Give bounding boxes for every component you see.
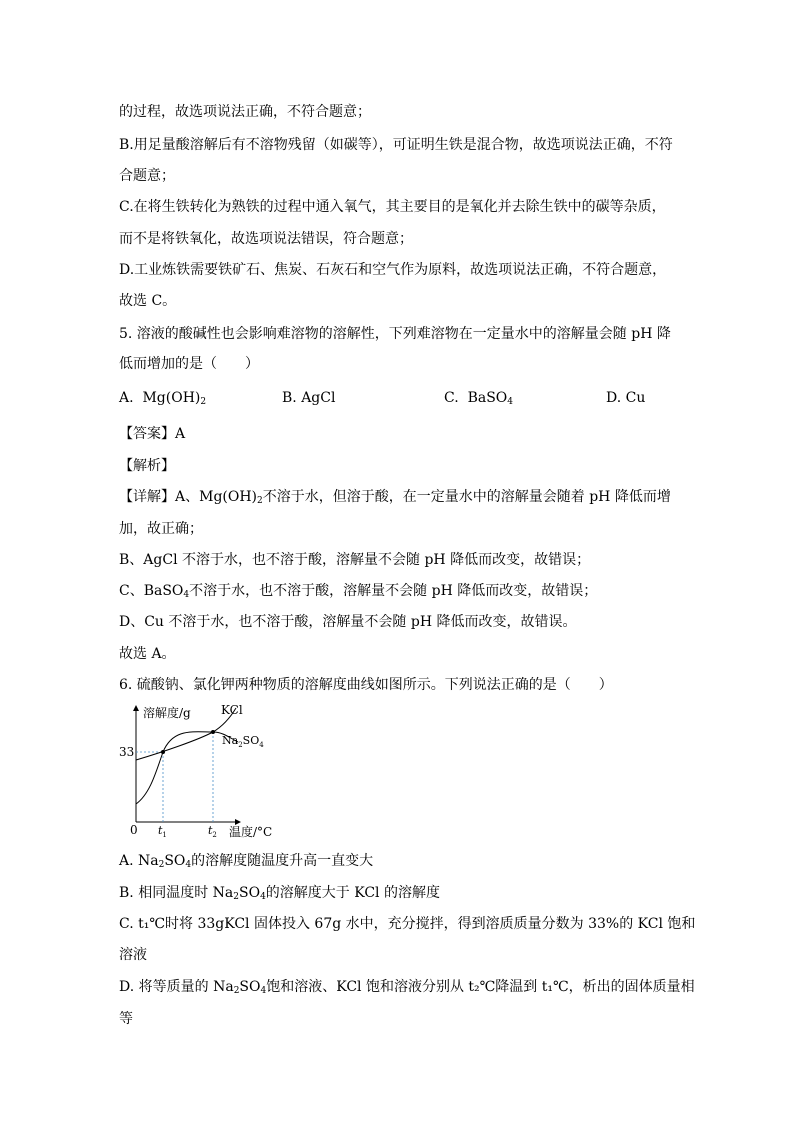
q6-option-d: D. 将等质量的 $Na_2SO_4$饱和溶液、KCl 饱和溶液分别从 t₂℃降温到 t₁℃，析出的固体质量相 xyxy=(119,979,695,996)
text-line: D.工业炼铁需要铁矿石、焦炭、石灰石和空气作为原料，故选项说法正确，不符合题意， xyxy=(119,262,667,278)
text-line: 合题意； xyxy=(119,168,175,184)
question-5-stem: 5. 溶液的酸碱性也会影响难溶物的溶解性，下列难溶物在一定量水中的溶解量会随 pH 降 xyxy=(119,326,671,342)
t2-label: $t_2$ xyxy=(208,824,217,839)
y-axis-label: 溶解度/g xyxy=(143,706,191,720)
q5-option-b: B. AgCl xyxy=(282,390,336,406)
detail-line: B、AgCl 不溶于水，也不溶于酸，溶解量不会随 pH 降低而改变，故错误； xyxy=(119,552,591,568)
q6-option-c: C. t₁℃时将 33gKCl 固体投入 67g 水中，充分搅拌，得到溶质质量分数为 33%的 KCl 饱和 xyxy=(119,916,696,932)
origin-label: 0 xyxy=(130,823,138,837)
intersection-point xyxy=(161,750,165,754)
q5-option-d: D. Cu xyxy=(606,390,646,406)
y-tick-33: 33 xyxy=(119,745,135,759)
intersection-point xyxy=(211,730,215,734)
x-axis-label: 温度/°C xyxy=(229,825,273,839)
text-line: 而不是将铁氧化，故选项说法错误，符合题意； xyxy=(119,231,413,247)
detail-line: D、Cu 不溶于水，也不溶于酸，溶解量不会随 pH 降低而改变，故错误。 xyxy=(119,614,577,630)
na2so4-label: $Na_2SO_4$ xyxy=(222,734,264,749)
text-line: 的过程，故选项说法正确，不符合题意； xyxy=(119,104,371,120)
q6-option-b: B. 相同温度时 $Na_2SO_4$的溶解度大于 KCl 的溶解度 xyxy=(119,885,440,902)
analysis-title: 【解析】 xyxy=(119,458,175,474)
detail-line: C、BaSO$_4$不溶于水，也不溶于酸，溶解量不会随 pH 降低而改变，故错误； xyxy=(119,583,598,600)
text-line: C.在将生铁转化为熟铁的过程中通入氧气，其主要目的是氧化并去除生铁中的碳等杂质， xyxy=(119,199,666,215)
t1-label: $t_1$ xyxy=(158,824,167,839)
q5-option-c: C. BaSO$_4$ xyxy=(444,390,514,407)
detail-line: 【详解】A、$Mg(OH)_2$不溶于水，但溶于酸，在一定量水中的溶解量会随着 pH 降低而增 xyxy=(119,489,671,506)
detail-line: 故选 A。 xyxy=(119,646,176,662)
solubility-graph xyxy=(118,700,298,845)
answer-line: 【答案】A xyxy=(119,426,186,442)
question-6-stem: 6. 硫酸钠、氯化钾两种物质的溶解度曲线如图所示。下列说法正确的是（ ） xyxy=(119,677,613,693)
q6-option-c: 溶液 xyxy=(119,947,147,963)
q6-option-d: 等 xyxy=(119,1011,133,1027)
question-5-stem: 低而增加的是（ ） xyxy=(119,356,259,372)
kcl-label: KCl xyxy=(221,703,243,717)
text-line: B.用足量酸溶解后有不溶物残留（如碳等），可证明生铁是混合物，故选项说法正确，不符 xyxy=(119,137,673,153)
q5-option-a: A. $Mg(OH)_2$ xyxy=(119,390,207,407)
text-line: 故选 C。 xyxy=(119,293,177,309)
q6-option-a: A. $Na_2SO_4$的溶解度随温度升高一直变大 xyxy=(119,853,374,870)
detail-line: 加，故正确； xyxy=(119,521,203,537)
